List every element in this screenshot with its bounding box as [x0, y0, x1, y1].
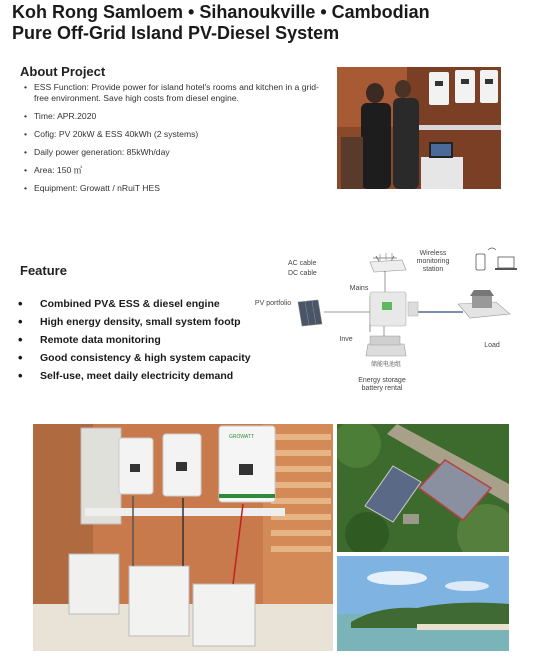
about-list: [22, 82, 322, 201]
wireless-station-icon: [370, 253, 406, 272]
about-item: • Equipment: Growatt / nRuiT HES: [22, 183, 322, 194]
phone-icon: [476, 248, 496, 270]
feature-item: • Self-use, meet daily electricity demand: [18, 367, 308, 385]
aerial-pv-photo: [337, 424, 509, 552]
inverter-label: Inve: [339, 336, 353, 343]
pv-portfolio-label: PV portfolio: [254, 300, 292, 307]
about-item: • Area: 150 ㎡: [22, 165, 322, 176]
feature-item: • Combined PV& ESS & diesel engine: [18, 295, 308, 313]
feature-item: • Good consistency & high system capacity: [18, 349, 308, 367]
installation-photo: [337, 67, 501, 189]
wireless-station-label: Wireless monitoring station: [416, 250, 450, 273]
laptop-icon: [495, 257, 517, 270]
about-heading: About Project: [20, 64, 106, 79]
ac-cable-label: AC cable: [288, 260, 317, 267]
island-beach-photo: [337, 556, 509, 651]
page-title: [12, 2, 430, 44]
dc-cable-label: DC cable: [288, 270, 317, 277]
load-house-icon: [458, 290, 510, 318]
load-label: Load: [484, 342, 500, 349]
mains-label: Mains: [349, 285, 369, 292]
inverter-icon: [370, 292, 418, 326]
energy-storage-label: Energy storage battery rental: [358, 377, 406, 392]
feature-heading: Feature: [20, 263, 67, 278]
about-item: • Time: APR.2020: [22, 111, 322, 122]
battery-icon: [366, 336, 406, 356]
about-item: • Daily power generation: 85kWh/day: [22, 147, 322, 158]
feature-item: • Remote data monitoring: [18, 331, 308, 349]
feature-item: • High energy density, small system footp: [18, 313, 308, 331]
title-line-2: Pure Off-Grid Island PV-Diesel System: [12, 23, 340, 43]
title-line-1: Koh Rong Samloem • Sihanoukville • Cambodian: [12, 2, 430, 22]
about-item: • Cofig: PV 20kW & ESS 40kWh (2 systems): [22, 129, 322, 140]
equipment-room-photo: [33, 424, 333, 651]
system-diagram: [254, 244, 540, 404]
inverter-brand-text: GROWATT: [229, 434, 254, 440]
about-item: • ESS Function: Provide power for island hotel's rooms and kitchen in a grid-free environment. Save high costs from diesel engine.: [22, 82, 322, 104]
battery-chinese-label: 储能电池组: [370, 362, 401, 368]
pv-panel-icon: [298, 300, 322, 326]
